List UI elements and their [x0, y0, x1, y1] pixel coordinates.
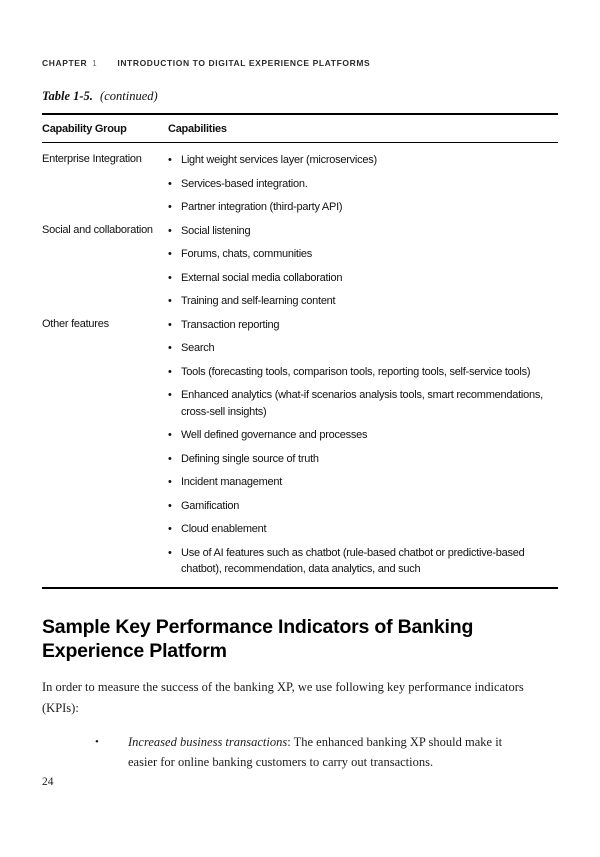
table-caption-note: (continued) [100, 89, 158, 103]
bullet-icon: • [168, 342, 172, 354]
capability-item [168, 364, 550, 381]
bullet-icon: • [168, 224, 172, 237]
capability-text: Transaction reporting [181, 318, 280, 331]
capability-group-label: Social and collaboration [42, 223, 153, 236]
capability-item [168, 176, 550, 193]
bullet-icon: • [168, 476, 172, 488]
capability-list [168, 152, 558, 223]
bullet-icon: • [168, 452, 172, 465]
capability-item [168, 545, 550, 578]
capability-group-label: Other features [42, 317, 109, 330]
table-row [42, 317, 558, 585]
running-head [42, 58, 558, 68]
column-header-capabilities: Capabilities [168, 123, 227, 135]
chapter-word: CHAPTER [42, 58, 88, 68]
capability-item [168, 317, 550, 334]
capability-text: Search [181, 342, 215, 354]
capability-item [168, 427, 550, 444]
capability-text: Use of AI features such as chatbot (rule-based chatbot or predictive-based chatbot), recommendation, data analytics, and such [181, 546, 525, 575]
kpi-text [128, 732, 508, 773]
capability-text: Training and self-learning content [181, 295, 336, 307]
table-caption-title: Table 1-5. [42, 89, 93, 103]
capability-text: Defining single source of truth [181, 452, 319, 465]
capability-item [168, 293, 550, 310]
bullet-icon: • [168, 154, 172, 166]
chapter-title: INTRODUCTION TO DIGITAL EXPERIENCE PLATFORMS [117, 58, 371, 68]
bullet-icon: • [168, 318, 172, 331]
bullet-icon: • [168, 389, 172, 401]
bullet-icon: • [168, 295, 172, 307]
capability-text: Tools (forecasting tools, comparison tools, reporting tools, self-service tools) [181, 365, 531, 378]
capability-item [168, 498, 550, 515]
capability-list [168, 223, 558, 317]
table-row [42, 223, 558, 317]
capability-list [168, 317, 558, 585]
bullet-icon: • [168, 177, 172, 190]
chapter-number: 1 [92, 59, 98, 68]
capability-text: Cloud enablement [181, 523, 267, 535]
kpi-bullet-item [95, 732, 558, 773]
capability-text: Incident management [181, 476, 283, 488]
capability-text: Well defined governance and processes [181, 429, 368, 441]
capability-text: Forums, chats, communities [181, 248, 313, 260]
page-number: 24 [42, 776, 54, 788]
bullet-icon: • [168, 523, 172, 535]
bullet-icon: • [168, 271, 172, 284]
kpi-description: : The enhanced banking XP should make it easier for online banking customers to carry out transactions. [128, 734, 503, 770]
bullet-icon: • [168, 201, 172, 213]
bullet-icon: • [168, 248, 172, 260]
capability-item [168, 521, 550, 538]
capability-item [168, 474, 550, 491]
bullet-icon: • [168, 546, 172, 559]
bullet-icon: • [168, 499, 172, 512]
capability-item [168, 246, 550, 263]
capability-text: External social media collaboration [181, 271, 343, 284]
bullet-icon: • [168, 429, 172, 441]
bullet-icon: • [95, 735, 99, 748]
bullet-icon: • [168, 365, 172, 378]
capability-text: Enhanced analytics (what-if scenarios analysis tools, smart recommendations, cross-sell insights) [181, 389, 543, 418]
capability-item [168, 223, 550, 240]
table-body [42, 143, 558, 587]
capability-item [168, 152, 550, 169]
capability-text: Light weight services layer (microservices) [181, 154, 377, 166]
page-content [42, 0, 558, 772]
section-heading: Sample Key Performance Indicators of Banking Experience Platform [42, 615, 474, 663]
column-header-capability-group: Capability Group [42, 123, 127, 135]
table-row [42, 152, 558, 223]
capability-item [168, 270, 550, 287]
capability-item [168, 340, 550, 357]
kpi-lead-term: Increased business transactions [128, 734, 288, 749]
table-caption [42, 89, 558, 104]
capability-text: Services-based integration. [181, 177, 308, 190]
capability-table [42, 113, 558, 589]
capability-text: Partner integration (third-party API) [181, 201, 343, 213]
capability-text: Gamification [181, 499, 240, 512]
table-header-row [42, 115, 558, 143]
capability-text: Social listening [181, 224, 251, 237]
section-intro-paragraph: In order to measure the success of the banking XP, we use following key performance indicators (KPIs): [42, 680, 524, 715]
capability-group-label: Enterprise Integration [42, 153, 142, 165]
capability-item [168, 387, 550, 420]
capability-item [168, 451, 550, 468]
capability-item [168, 199, 550, 216]
